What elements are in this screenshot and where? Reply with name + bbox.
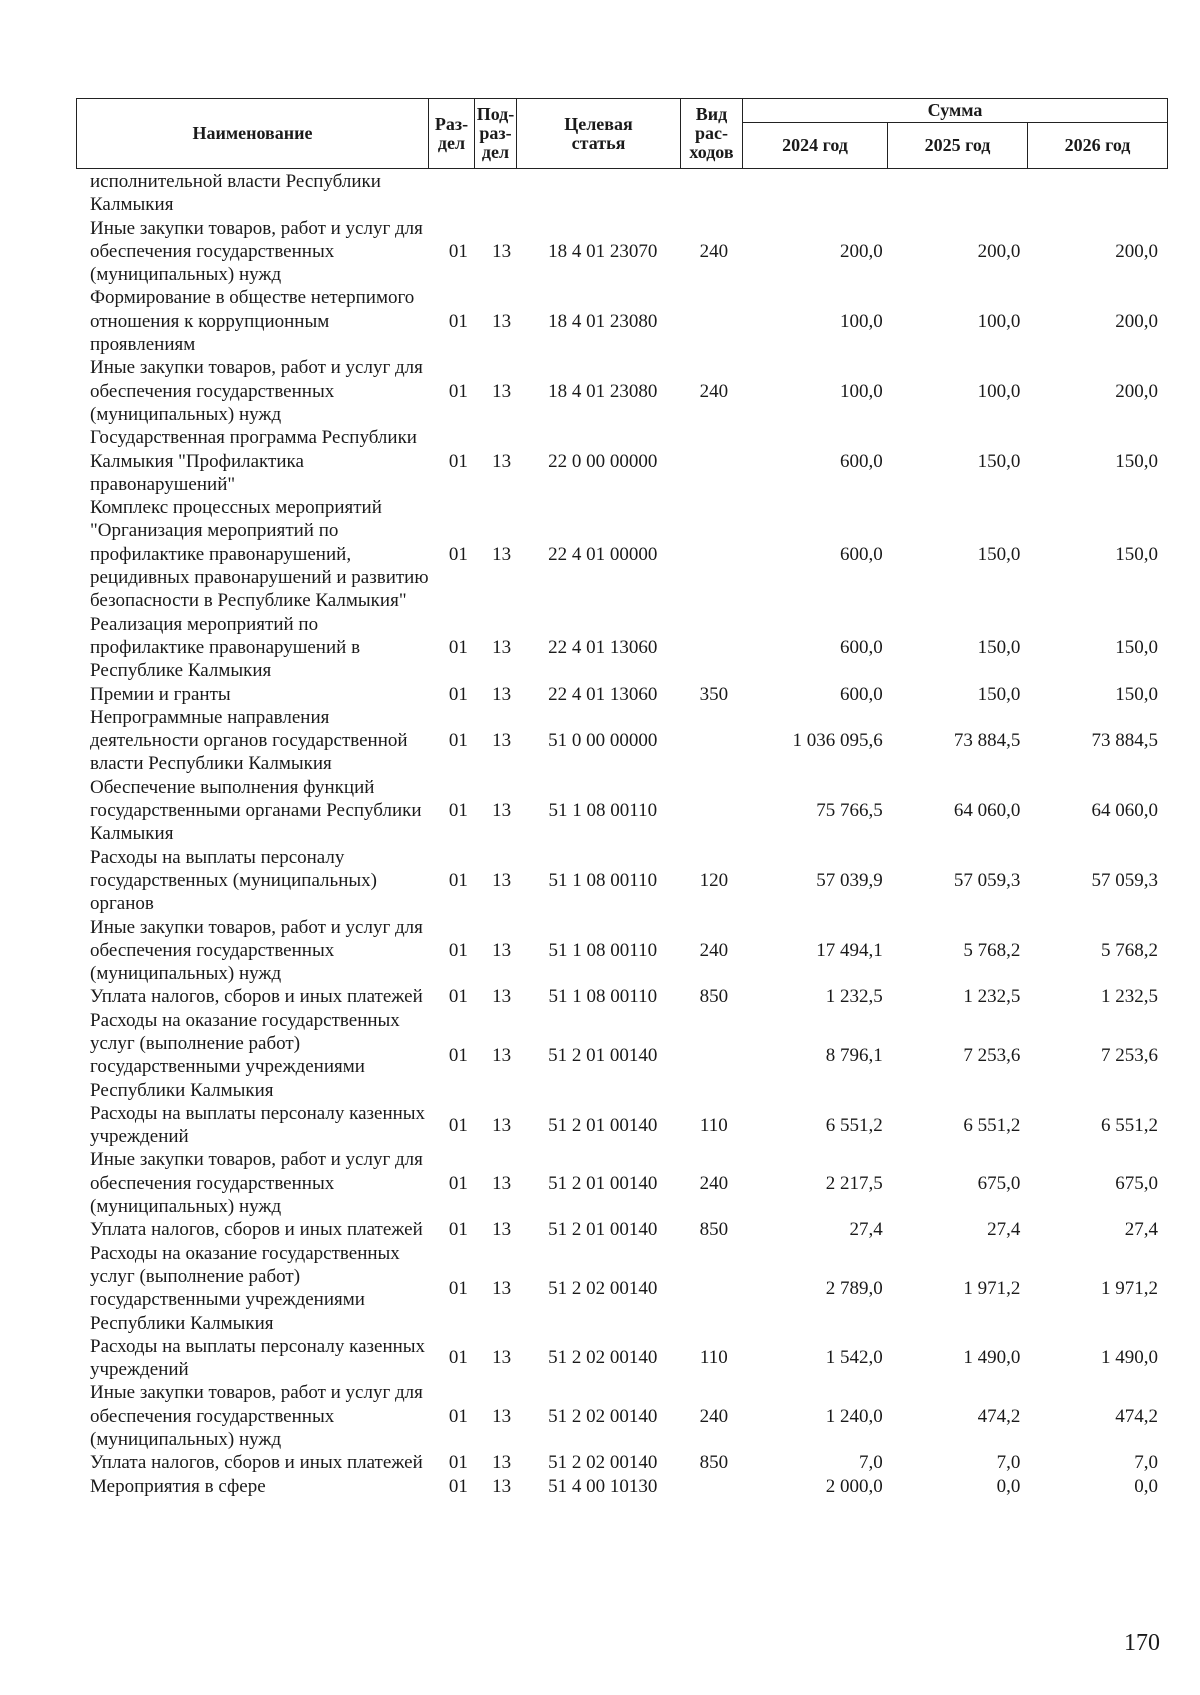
- row-sum-2024: 600,0: [840, 450, 883, 472]
- row-podrazdel: 13: [492, 543, 512, 565]
- row-sum-2026: 1 490,0: [1101, 1347, 1158, 1369]
- table-row: [76, 1451, 1162, 1474]
- row-razdel: 01: [448, 1044, 468, 1066]
- table-row: [76, 356, 1162, 426]
- row-sum-2025: 7,0: [996, 1452, 1021, 1474]
- row-sum-2025: 675,0: [977, 1172, 1021, 1194]
- row-target: 51 2 01 00140: [548, 1219, 658, 1241]
- row-sum-2026: 7,0: [1134, 1452, 1158, 1474]
- row-sum-2025: 73 884,5: [953, 730, 1021, 752]
- row-vid: 120: [699, 869, 729, 891]
- header-summa: Сумма: [743, 99, 1168, 123]
- row-name: Расходы на выплаты персоналу казенных учреждений: [90, 1102, 426, 1148]
- row-razdel: 01: [448, 1219, 468, 1241]
- table-row: [76, 1218, 1162, 1241]
- row-name: Иные закупки товаров, работ и услуг для обеспечения государственных (муниципальных) нужд: [90, 1382, 423, 1451]
- row-podrazdel: 13: [492, 730, 512, 752]
- row-sum-2026: 675,0: [1115, 1172, 1158, 1194]
- row-sum-2024: 100,0: [840, 310, 883, 332]
- row-sum-2025: 7 253,6: [963, 1044, 1021, 1066]
- row-name: Обеспечение выполнения функций государственными органами Республики Калмыкия: [90, 776, 422, 845]
- row-vid: 850: [699, 1452, 729, 1474]
- row-target: 22 4 01 00000: [548, 543, 658, 565]
- row-razdel: 01: [448, 380, 468, 402]
- row-sum-2025: 150,0: [977, 683, 1021, 705]
- row-name: Иные закупки товаров, работ и услуг для обеспечения государственных (муниципальных) нужд: [90, 217, 423, 286]
- row-podrazdel: 13: [492, 240, 512, 262]
- row-sum-2026: 5 768,2: [1101, 939, 1158, 961]
- row-vid: 240: [699, 939, 729, 961]
- row-sum-2024: 1 232,5: [825, 986, 883, 1008]
- row-target: 51 2 02 00140: [548, 1277, 658, 1299]
- row-sum-2026: 64 060,0: [1091, 800, 1158, 822]
- row-sum-2024: 8 796,1: [825, 1044, 883, 1066]
- row-podrazdel: 13: [492, 1114, 512, 1136]
- table-row: [76, 496, 1162, 612]
- row-podrazdel: 13: [492, 1219, 512, 1241]
- row-razdel: 01: [448, 240, 468, 262]
- row-name: Комплекс процессных мероприятий "Организация мероприятий по профилактике правонарушений, рецидивных правонарушений и развитию безопасности в Республике Калмыкия": [90, 497, 429, 612]
- row-sum-2024: 600,0: [840, 683, 883, 705]
- row-target: 51 2 01 00140: [548, 1172, 658, 1194]
- table-row: [76, 613, 1162, 683]
- row-name: Расходы на выплаты персоналу государственных (муниципальных) органов: [90, 846, 377, 915]
- row-name: Иные закупки товаров, работ и услуг для обеспечения государственных (муниципальных) нужд: [90, 1149, 423, 1218]
- row-podrazdel: 13: [492, 1405, 512, 1427]
- row-podrazdel: 13: [492, 1277, 512, 1299]
- row-sum-2024: 2 789,0: [825, 1277, 883, 1299]
- row-sum-2024: 7,0: [859, 1452, 883, 1474]
- table-row: [76, 1335, 1162, 1382]
- row-podrazdel: 13: [492, 986, 512, 1008]
- row-sum-2024: 57 039,9: [816, 869, 883, 891]
- row-target: 51 4 00 10130: [548, 1475, 658, 1497]
- row-sum-2024: 1 036 095,6: [792, 730, 883, 752]
- row-target: 22 0 00 00000: [548, 450, 658, 472]
- row-sum-2025: 1 490,0: [963, 1347, 1021, 1369]
- row-sum-2024: 1 240,0: [825, 1405, 883, 1427]
- row-razdel: 01: [448, 450, 468, 472]
- row-sum-2026: 1 232,5: [1101, 986, 1158, 1008]
- row-sum-2025: 1 971,2: [963, 1277, 1021, 1299]
- row-sum-2026: 150,0: [1115, 636, 1158, 658]
- row-razdel: 01: [448, 730, 468, 752]
- table-row: [76, 1242, 1162, 1335]
- row-razdel: 01: [448, 543, 468, 565]
- row-sum-2026: 150,0: [1115, 450, 1158, 472]
- table-row: [76, 916, 1162, 986]
- row-sum-2026: 0,0: [1134, 1475, 1158, 1497]
- row-name: Уплата налогов, сборов и иных платежей: [90, 1219, 423, 1241]
- row-podrazdel: 13: [492, 800, 512, 822]
- row-name: Иные закупки товаров, работ и услуг для обеспечения государственных (муниципальных) нужд: [90, 916, 423, 985]
- row-vid: 850: [699, 1219, 729, 1241]
- table-row: [76, 1475, 1162, 1498]
- row-sum-2026: 200,0: [1115, 380, 1158, 402]
- row-vid: 350: [699, 683, 729, 705]
- row-sum-2025: 150,0: [977, 543, 1021, 565]
- table-row: [76, 170, 1162, 217]
- row-razdel: 01: [448, 683, 468, 705]
- header-podrazdel: Под- раз- дел: [475, 99, 517, 169]
- table-header: [76, 98, 1168, 169]
- row-sum-2026: 150,0: [1115, 683, 1158, 705]
- row-name: исполнительной власти Республики Калмыкия: [90, 171, 381, 216]
- row-target: 22 4 01 13060: [548, 683, 658, 705]
- row-target: 51 2 01 00140: [548, 1114, 658, 1136]
- row-sum-2024: 27,4: [849, 1219, 883, 1241]
- row-sum-2025: 200,0: [977, 240, 1021, 262]
- table-row: [76, 1381, 1162, 1451]
- table-row: [76, 985, 1162, 1008]
- header-year-2026: 2026 год: [1028, 123, 1168, 169]
- row-name: Расходы на оказание государственных услуг (выполнение работ) государственными учреждениями Республики Калмыкия: [90, 1009, 400, 1101]
- row-sum-2024: 2 217,5: [825, 1172, 883, 1194]
- row-razdel: 01: [448, 869, 468, 891]
- table-row: [76, 1102, 1162, 1149]
- row-target: 18 4 01 23070: [548, 240, 658, 262]
- row-podrazdel: 13: [492, 1452, 512, 1474]
- row-razdel: 01: [448, 1347, 468, 1369]
- row-target: 18 4 01 23080: [548, 380, 658, 402]
- row-sum-2024: 17 494,1: [816, 939, 883, 961]
- table-row: [76, 776, 1162, 846]
- row-podrazdel: 13: [492, 380, 512, 402]
- row-sum-2024: 75 766,5: [816, 800, 883, 822]
- row-sum-2024: 1 542,0: [825, 1347, 883, 1369]
- row-podrazdel: 13: [492, 1044, 512, 1066]
- row-sum-2024: 6 551,2: [825, 1114, 883, 1136]
- row-podrazdel: 13: [492, 1475, 512, 1497]
- row-sum-2024: 600,0: [840, 636, 883, 658]
- row-sum-2025: 100,0: [977, 310, 1021, 332]
- row-name: Иные закупки товаров, работ и услуг для обеспечения государственных (муниципальных) нужд: [90, 357, 423, 425]
- row-target: 51 2 01 00140: [548, 1044, 658, 1066]
- row-razdel: 01: [448, 1475, 468, 1497]
- row-razdel: 01: [448, 1172, 468, 1194]
- row-sum-2026: 6 551,2: [1101, 1114, 1158, 1136]
- row-name: Уплата налогов, сборов и иных платежей: [90, 986, 423, 1008]
- row-target: 51 0 00 00000: [548, 730, 658, 752]
- row-sum-2025: 57 059,3: [953, 869, 1021, 891]
- row-sum-2025: 474,2: [977, 1405, 1021, 1427]
- header-vid: Вид рас- ходов: [681, 99, 743, 169]
- row-name: Реализация мероприятий по профилактике правонарушений в Республике Калмыкия: [90, 613, 361, 682]
- row-podrazdel: 13: [492, 636, 512, 658]
- row-vid: 110: [699, 1114, 728, 1136]
- header-razdel: Раз- дел: [429, 99, 475, 169]
- row-podrazdel: 13: [492, 939, 512, 961]
- table-row: [76, 706, 1162, 776]
- row-sum-2025: 6 551,2: [963, 1114, 1021, 1136]
- header-year-2024: 2024 год: [743, 123, 888, 169]
- row-name: Уплата налогов, сборов и иных платежей: [90, 1452, 423, 1474]
- row-sum-2026: 57 059,3: [1091, 869, 1158, 891]
- row-razdel: 01: [448, 986, 468, 1008]
- row-sum-2026: 1 971,2: [1101, 1277, 1158, 1299]
- row-target: 51 1 08 00110: [548, 800, 658, 822]
- row-podrazdel: 13: [492, 869, 512, 891]
- row-razdel: 01: [448, 1405, 468, 1427]
- row-vid: 240: [699, 1172, 729, 1194]
- row-sum-2025: 150,0: [977, 636, 1021, 658]
- row-vid: 110: [699, 1347, 728, 1369]
- row-name: Государственная программа Республики Калмыкия "Профилактика правонарушений": [90, 427, 417, 495]
- table-row: [76, 217, 1162, 287]
- row-target: 51 2 02 00140: [548, 1347, 658, 1369]
- row-target: 51 1 08 00110: [548, 939, 658, 961]
- row-sum-2025: 0,0: [996, 1475, 1021, 1497]
- row-sum-2026: 73 884,5: [1091, 730, 1158, 752]
- row-podrazdel: 13: [492, 450, 512, 472]
- row-sum-2026: 7 253,6: [1101, 1044, 1158, 1066]
- row-sum-2026: 200,0: [1115, 310, 1158, 332]
- row-podrazdel: 13: [492, 683, 512, 705]
- row-sum-2024: 200,0: [840, 240, 883, 262]
- row-razdel: 01: [448, 800, 468, 822]
- row-sum-2026: 27,4: [1124, 1219, 1158, 1241]
- row-sum-2025: 1 232,5: [963, 986, 1021, 1008]
- page-number: 170: [1124, 1630, 1160, 1656]
- row-vid: 240: [699, 380, 729, 402]
- row-razdel: 01: [448, 636, 468, 658]
- row-podrazdel: 13: [492, 1347, 512, 1369]
- row-sum-2024: 100,0: [840, 380, 883, 402]
- row-vid: 240: [699, 1405, 729, 1427]
- row-target: 51 2 02 00140: [548, 1405, 658, 1427]
- row-sum-2024: 2 000,0: [825, 1475, 883, 1497]
- row-sum-2024: 600,0: [840, 543, 883, 565]
- row-name: Премии и гранты: [90, 683, 231, 705]
- row-name: Расходы на оказание государственных услуг (выполнение работ) государственными учреждениями Республики Калмыкия: [90, 1242, 400, 1334]
- row-podrazdel: 13: [492, 1172, 512, 1194]
- table-row: [76, 846, 1162, 916]
- row-vid: 240: [699, 240, 729, 262]
- row-name: Непрограммные направления деятельности органов государственной власти Республики Калмыкия: [90, 706, 408, 775]
- table-row: [76, 1148, 1162, 1218]
- row-sum-2026: 474,2: [1115, 1405, 1158, 1427]
- table-row: [76, 683, 1162, 706]
- table-body: [76, 170, 1162, 1498]
- row-podrazdel: 13: [492, 310, 512, 332]
- row-vid: 850: [699, 986, 729, 1008]
- row-target: 51 1 08 00110: [548, 869, 658, 891]
- row-sum-2025: 5 768,2: [963, 939, 1021, 961]
- row-target: 51 2 02 00140: [548, 1452, 658, 1474]
- row-razdel: 01: [448, 310, 468, 332]
- row-razdel: 01: [448, 1114, 468, 1136]
- header-target: Целевая статья: [517, 99, 681, 169]
- row-razdel: 01: [448, 1277, 468, 1299]
- row-sum-2025: 64 060,0: [953, 800, 1021, 822]
- row-razdel: 01: [448, 939, 468, 961]
- row-target: 22 4 01 13060: [548, 636, 658, 658]
- row-sum-2025: 100,0: [977, 380, 1021, 402]
- row-razdel: 01: [448, 1452, 468, 1474]
- row-name: Мероприятия в сфере: [90, 1475, 266, 1497]
- row-sum-2026: 150,0: [1115, 543, 1158, 565]
- row-target: 51 1 08 00110: [548, 986, 658, 1008]
- header-year-2025: 2025 год: [888, 123, 1028, 169]
- row-sum-2025: 27,4: [987, 1219, 1021, 1241]
- table-row: [76, 286, 1162, 356]
- header-name: Наименование: [77, 99, 429, 169]
- row-target: 18 4 01 23080: [548, 310, 658, 332]
- row-sum-2026: 200,0: [1115, 240, 1158, 262]
- row-sum-2025: 150,0: [977, 450, 1021, 472]
- table-row: [76, 1009, 1162, 1102]
- row-name: Расходы на выплаты персоналу казенных учреждений: [90, 1335, 426, 1381]
- table-row: [76, 426, 1162, 496]
- row-name: Формирование в обществе нетерпимого отношения к коррупционным проявлениям: [90, 287, 415, 356]
